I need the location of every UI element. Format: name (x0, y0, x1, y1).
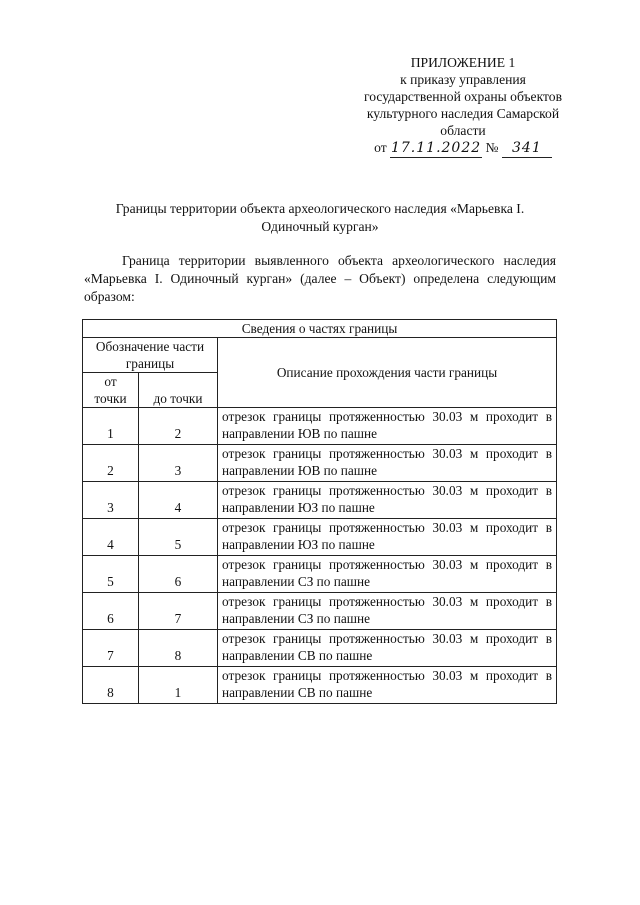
description-cell: отрезок границы протяженностью 30.03 м проходит в направлении СВ по пашне (218, 630, 557, 667)
to-point-cell: 8 (139, 630, 218, 667)
appendix-line-2: к приказу управления (400, 72, 526, 87)
to-point-cell: 4 (139, 482, 218, 519)
date-prefix: от (374, 140, 387, 155)
table-caption: Сведения о частях границы (83, 320, 557, 338)
table-row (83, 445, 557, 482)
title-line-2: Одиночный курган» (261, 219, 379, 234)
from-point-header: от точки (83, 373, 139, 408)
table-row (83, 593, 557, 630)
intro-text: Граница территории выявленного объекта археологического наследия «Марьевка I. Одиночный курган» (далее – Объект) определена следующим образом: (84, 253, 556, 304)
appendix-line-5: области (440, 123, 486, 138)
description-cell: отрезок границы протяженностью 30.03 м проходит в направлении СВ по пашне (218, 667, 557, 704)
from-point-cell: 4 (83, 519, 139, 556)
appendix-line-4: культурного наследия Самарской (366, 106, 560, 121)
description-cell: отрезок границы протяженностью 30.03 м проходит в направлении СЗ по пашне (218, 556, 557, 593)
table-row (83, 408, 557, 445)
from-point-cell: 6 (83, 593, 139, 630)
date-value: 17.11.2022 (390, 140, 482, 156)
from-point-cell: 1 (83, 408, 139, 445)
number-value: 341 (512, 140, 542, 156)
from-point-cell: 3 (83, 482, 139, 519)
to-point-cell: 2 (139, 408, 218, 445)
to-point-cell: 7 (139, 593, 218, 630)
description-cell: отрезок границы протяженностью 30.03 м проходит в направлении ЮВ по пашне (218, 445, 557, 482)
table-body (83, 408, 557, 704)
to-point-cell: 5 (139, 519, 218, 556)
number-field (502, 139, 552, 158)
table-caption-row (83, 320, 557, 338)
table-row (83, 630, 557, 667)
number-prefix: № (485, 140, 499, 155)
from-point-cell: 2 (83, 445, 139, 482)
table-row (83, 556, 557, 593)
from-point-cell: 8 (83, 667, 139, 704)
appendix-header (352, 54, 574, 158)
appendix-title: ПРИЛОЖЕНИЕ 1 (410, 55, 516, 70)
boundary-table (82, 319, 557, 704)
description-cell: отрезок границы протяженностью 30.03 м проходит в направлении ЮЗ по пашне (218, 482, 557, 519)
designation-header: Обозначение части границы (83, 338, 218, 373)
to-point-cell: 3 (139, 445, 218, 482)
to-point-header: до точки (139, 373, 218, 408)
table-row (83, 667, 557, 704)
table-header-row (83, 338, 557, 373)
appendix-date-line (352, 139, 574, 158)
title-line-1: Границы территории объекта археологического наследия «Марьевка I. (115, 201, 525, 216)
to-point-cell: 6 (139, 556, 218, 593)
from-point-cell: 7 (83, 630, 139, 667)
description-cell: отрезок границы протяженностью 30.03 м проходит в направлении ЮЗ по пашне (218, 519, 557, 556)
intro-paragraph (84, 252, 556, 306)
description-cell: отрезок границы протяженностью 30.03 м проходит в направлении ЮВ по пашне (218, 408, 557, 445)
description-header: Описание прохождения части границы (218, 338, 557, 408)
table-row (83, 519, 557, 556)
date-field (390, 139, 482, 158)
document-title (90, 200, 550, 236)
table-row (83, 482, 557, 519)
description-cell: отрезок границы протяженностью 30.03 м проходит в направлении СЗ по пашне (218, 593, 557, 630)
appendix-line-3: государственной охраны объектов (363, 89, 562, 104)
to-point-cell: 1 (139, 667, 218, 704)
from-point-cell: 5 (83, 556, 139, 593)
